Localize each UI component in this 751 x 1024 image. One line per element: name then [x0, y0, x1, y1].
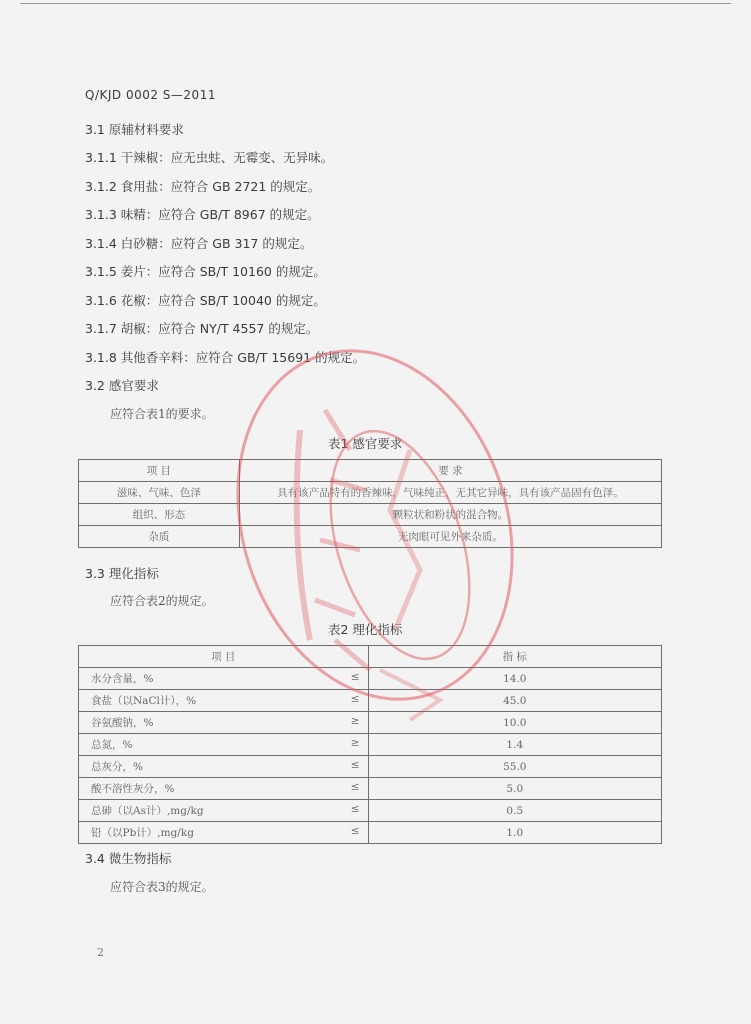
table-cell [79, 690, 369, 712]
item-label: 水分含量，% [91, 673, 154, 685]
physicochemical-indicators-table [78, 645, 662, 844]
table2-caption: 表2 理化指标 [328, 622, 403, 637]
page-number: 2 [97, 946, 104, 959]
clause-3-1-2: 3.1.2 食用盐：应符合 GB 2721 的规定。 [85, 179, 321, 194]
table-cell [79, 734, 369, 756]
table-cell: 0.5 [368, 800, 661, 822]
item-label: 总灰分，% [91, 761, 143, 773]
section-3-4-text: 应符合表3的规定。 [110, 880, 214, 894]
comparison-symbol: ≥ [350, 737, 360, 749]
table-cell: 滋味、气味、色泽 [79, 482, 240, 504]
table-cell: 颗粒状和粉状的混合物。 [239, 504, 661, 526]
table-cell: 1.4 [368, 734, 661, 756]
table-cell: 55.0 [368, 756, 661, 778]
table-cell: 5.0 [368, 778, 661, 800]
section-3-3-heading: 3.3 理化指标 [85, 566, 159, 581]
clause-3-1-6: 3.1.6 花椒：应符合 SB/T 10040 的规定。 [85, 293, 326, 308]
comparison-symbol: ≤ [350, 759, 360, 771]
table-header-row [79, 460, 662, 482]
section-3-1-heading: 3.1 原辅材料要求 [85, 122, 184, 137]
comparison-symbol: ≤ [350, 825, 360, 837]
sensory-requirements-table [78, 459, 662, 548]
item-label: 食盐（以NaCl计），% [91, 695, 197, 707]
comparison-symbol: ≤ [350, 693, 360, 705]
clause-3-1-8: 3.1.8 其他香辛料：应符合 GB/T 15691 的规定。 [85, 350, 366, 365]
item-label: 铅（以Pb计）,mg/kg [91, 827, 194, 839]
table-header-cell: 项 目 [79, 646, 369, 668]
table-cell: 45.0 [368, 690, 661, 712]
table-row [79, 690, 662, 712]
table-row [79, 526, 662, 548]
table-row [79, 756, 662, 778]
table-cell: 组织、形态 [79, 504, 240, 526]
table-cell [79, 668, 369, 690]
table-row [79, 712, 662, 734]
table1-caption: 表1 感官要求 [328, 436, 403, 451]
clause-3-1-7: 3.1.7 胡椒：应符合 NY/T 4557 的规定。 [85, 321, 319, 336]
table-row [79, 668, 662, 690]
top-rule [20, 3, 731, 4]
section-3-3-text: 应符合表2的规定。 [110, 594, 214, 608]
table-cell: 10.0 [368, 712, 661, 734]
comparison-symbol: ≥ [350, 715, 360, 727]
table-row [79, 734, 662, 756]
clause-3-1-5: 3.1.5 姜片：应符合 SB/T 10160 的规定。 [85, 264, 326, 279]
item-label: 酸不溶性灰分，% [91, 783, 175, 795]
table-header-cell: 项 目 [79, 460, 240, 482]
table-row [79, 800, 662, 822]
table-row [79, 482, 662, 504]
section-3-2-heading: 3.2 感官要求 [85, 378, 159, 393]
comparison-symbol: ≤ [350, 671, 360, 683]
table-cell: 杂质 [79, 526, 240, 548]
table-cell: 无肉眼可见外来杂质。 [239, 526, 661, 548]
table-row [79, 504, 662, 526]
table-header-cell: 要 求 [239, 460, 661, 482]
table-cell: 1.0 [368, 822, 661, 844]
section-3-4-heading: 3.4 微生物指标 [85, 851, 172, 866]
item-label: 谷氨酸钠，% [91, 717, 154, 729]
clause-3-1-4: 3.1.4 白砂糖：应符合 GB 317 的规定。 [85, 236, 313, 251]
item-label: 总氮，% [91, 739, 133, 751]
clause-3-1-1: 3.1.1 干辣椒：应无虫蛀、无霉变、无异味。 [85, 150, 334, 165]
table-header-cell: 指 标 [368, 646, 661, 668]
table-row [79, 822, 662, 844]
comparison-symbol: ≤ [350, 803, 360, 815]
section-3-2-text: 应符合表1的要求。 [110, 407, 214, 421]
document-code: Q/KJD 0002 S—2011 [85, 88, 216, 102]
table-row [79, 778, 662, 800]
table-cell: 具有该产品特有的香辣味，气味纯正，无其它异味，具有该产品固有色泽。 [239, 482, 661, 504]
table-cell [79, 778, 369, 800]
table-cell: 14.0 [368, 668, 661, 690]
table-cell [79, 800, 369, 822]
table-cell [79, 712, 369, 734]
comparison-symbol: ≤ [350, 781, 360, 793]
table-cell [79, 756, 369, 778]
table-header-row [79, 646, 662, 668]
clause-3-1-3: 3.1.3 味精：应符合 GB/T 8967 的规定。 [85, 207, 320, 222]
table-cell [79, 822, 369, 844]
item-label: 总砷（以As计）,mg/kg [91, 805, 204, 817]
